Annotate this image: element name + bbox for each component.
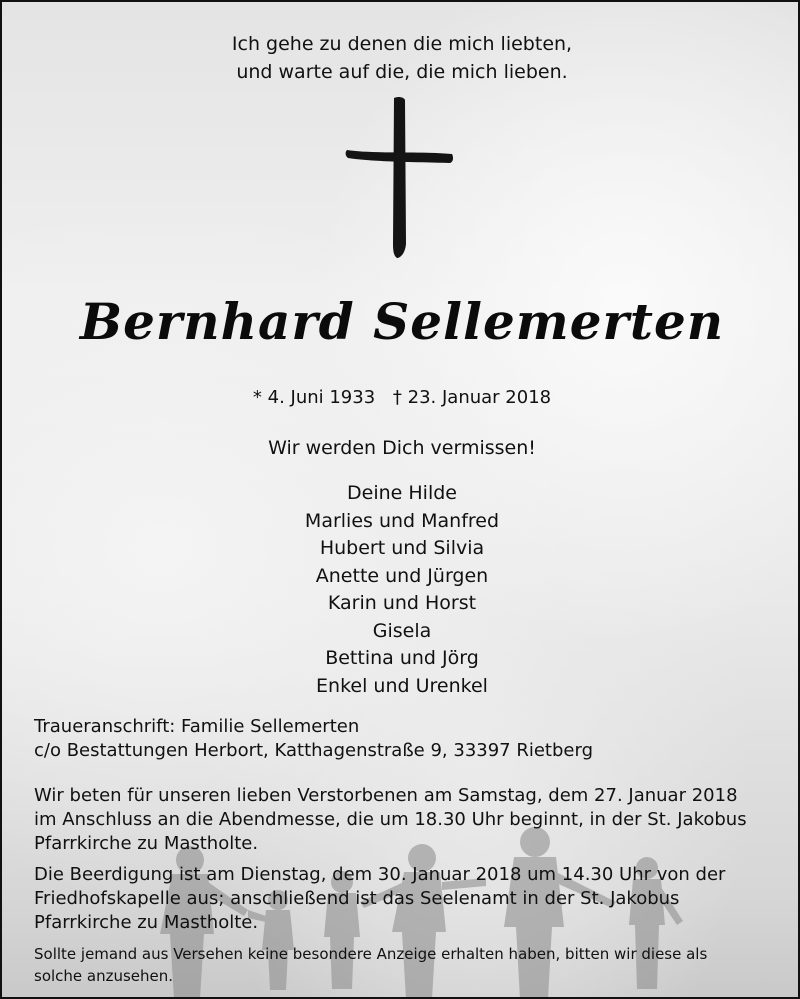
motto-line-1: Ich gehe zu denen die mich liebten, (231, 33, 573, 55)
farewell-text: Wir werden Dich vermissen! (268, 437, 536, 459)
mourner: Anette und Jürgen (315, 564, 489, 587)
funeral-paragraph (34, 863, 774, 935)
mourner: Bettina und Jörg (325, 647, 479, 669)
mourner: Gisela (372, 619, 432, 642)
mourning-address (34, 715, 774, 763)
birth-date: * 4. Juni 1933 (252, 387, 376, 408)
death-date: † 23. Januar 2018 (392, 387, 552, 408)
life-dates (2, 387, 800, 408)
motto-line-2: und warte auf die, die mich lieben. (236, 61, 568, 83)
address-line-2: c/o Bestattungen Herbort, Katthagenstraße 9, 33397 Rietberg (34, 740, 594, 761)
mourner: Karin und Horst (327, 592, 477, 614)
mourner: Enkel und Urenkel (316, 674, 488, 697)
mass-line-1: Wir beten für unseren lieben Verstorbenen am Samstag, dem 27. Januar 2018 (34, 785, 738, 806)
mourner: Marlies und Manfred (304, 509, 500, 532)
mourner: Hubert und Silvia (319, 537, 485, 559)
cross-icon (342, 94, 462, 264)
notice-note (34, 943, 774, 987)
mass-line-2: im Anschluss an die Abendmesse, die um 18.30 Uhr beginnt, in der St. Jakobus (34, 809, 747, 830)
address-line-1: Traueranschrift: Familie Sellemerten (34, 716, 360, 737)
mass-line-3: Pfarrkirche zu Mastholte. (34, 833, 259, 854)
funeral-line-3: Pfarrkirche zu Mastholte. (34, 912, 259, 933)
deceased-name: Bernhard Sellemerten (79, 292, 725, 351)
mourners-list (2, 480, 800, 700)
note-line-2: solche anzusehen. (34, 967, 174, 985)
note-line-1: Sollte jemand aus Versehen keine besondere Anzeige erhalten haben, bitten wir diese als (34, 945, 708, 963)
mass-paragraph (34, 784, 774, 856)
funeral-line-2: Friedhofskapelle aus; anschließend ist das Seelenamt in der St. Jakobus (34, 888, 680, 909)
motto (2, 30, 800, 86)
funeral-line-1: Die Beerdigung ist am Dienstag, dem 30. Januar 2018 um 14.30 Uhr von der (34, 864, 726, 885)
mourner: Deine Hilde (347, 482, 457, 504)
